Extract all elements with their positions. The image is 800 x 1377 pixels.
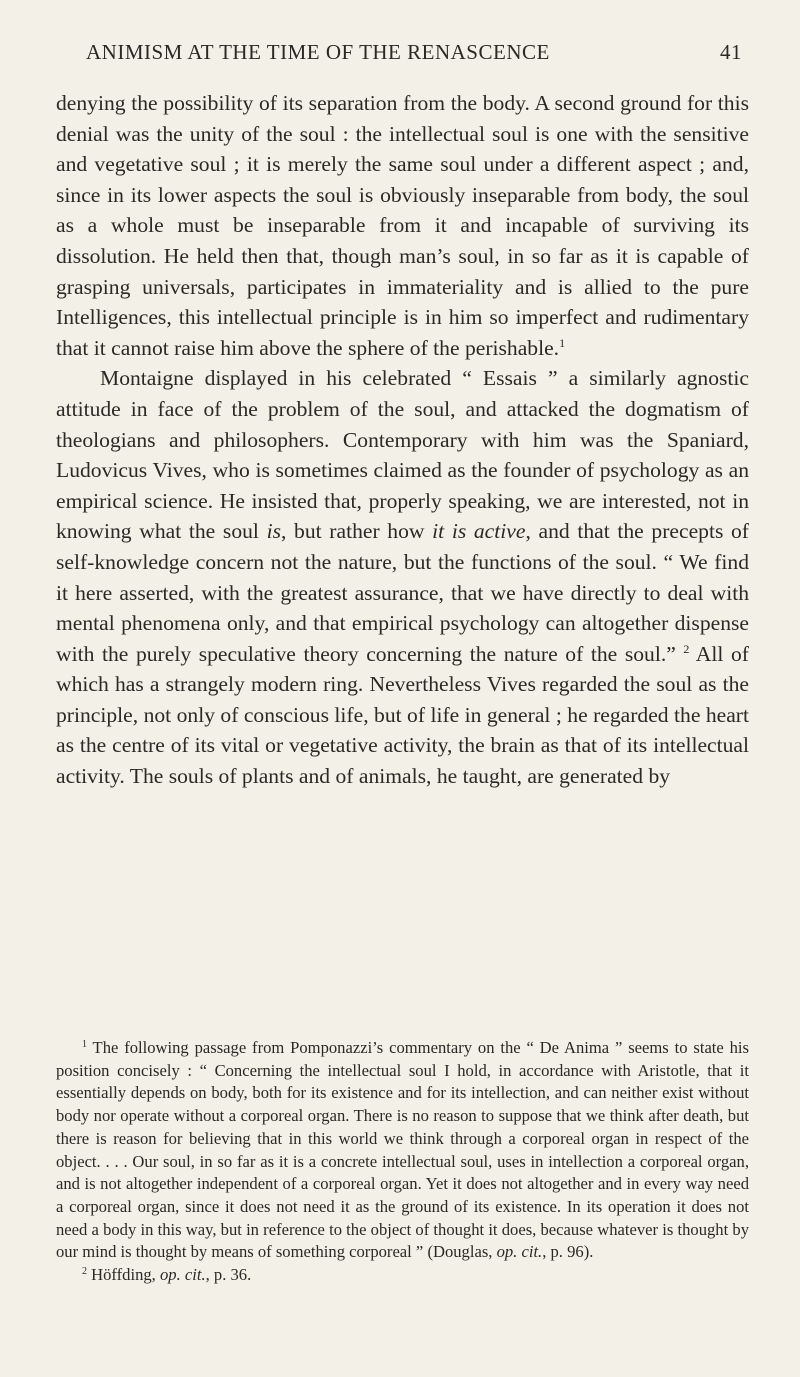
paragraph-1 <box>56 88 749 363</box>
running-head <box>56 40 742 70</box>
footnote-1 <box>56 1037 749 1264</box>
page-number: 41 <box>720 40 742 64</box>
running-head-title: ANIMISM AT THE TIME OF THE RENASCENCE <box>86 40 550 64</box>
paragraph-2-text-a: Montaigne displayed in his celebrated “ Essais ” a similarly agnostic attitude in face of the problem of the soul, and attacked the dogmatism of theologians and philosophers. Contemporary with him was the Spaniard, Ludovicus Vives, who is sometimes claimed as the founder of psychology as an empirical science. He insisted that, properly speaking, we are interested, not in knowing what the soul <box>56 366 749 544</box>
footnote-1-text-b: , p. 96). <box>542 1242 594 1262</box>
paragraph-2-text-b: , but rather how <box>280 519 433 544</box>
paragraph-1-text: denying the possibility of its separation from the body. A second ground for this denial was the unity of the soul : the intellectual soul is one with the sensitive and vegetative soul ; it is merely the same soul under a different aspect ; and, since in its lower aspects the soul is obviously inseparable from body, the soul as a whole must be inseparable from it and incapable of surviving its dissolution. He held then that, though man’s soul, in so far as it is capable of grasping universals, participates in immateriality and is allied to the pure Intelligences, this intellectual principle is in him so imperfect and rudimentary that it cannot raise him above the sphere of the perishable. <box>56 91 749 360</box>
footnote-ref-1: 1 <box>559 335 566 350</box>
footnote-2-citation: op. cit. <box>159 1265 206 1285</box>
footnote-ref-2: 2 <box>683 641 690 656</box>
paragraph-2 <box>56 363 749 791</box>
paragraph-2-text-d: All of which has a strangely modern ring. Nevertheless Vives regarded the soul as the principle, not only of conscious life, but of life in general ; he regarded the heart as the centre of its vital or vegetative activity, the brain as that of its intellectual activity. The souls of plants and of animals, he taught, are generated by <box>56 641 749 789</box>
paragraph-2-text-c: , and that the precepts of self-knowledge concern not the nature, but the functions of the soul. “ We find it here asserted, with the greatest assurance, that we have directly to deal with mental phenomena only, and that empirical psychology can altogether dispense with the purely speculative theory concerning the nature of the soul.” <box>56 519 750 666</box>
footnote-1-citation: op. cit. <box>496 1242 543 1262</box>
footnote-2-marker: 2 <box>82 1266 87 1278</box>
main-text <box>56 88 749 792</box>
footnote-2-text-a: Höffding, <box>87 1265 160 1285</box>
footnotes <box>56 1037 749 1287</box>
footnote-1-text-a: The following passage from Pomponazzi’s commentary on the “ De Anima ” seems to state his position concisely : “ Concerning the intellectual soul I hold, in accordance with Aristotle, that it essentially depends on body, both for its existence and for its intellection, and can neither exist without body nor operate without a corporeal organ. There is no reason to suppose that we think after death, but there is reason for believing that in this world we think through a corporeal organ in respect of the object. . . . Our soul, in so far as it is a concrete intellectual soul, uses in intellection a corporeal organ, and is not altogether independent of a corporeal organ. Yet it does not altogether and in every way need a corporeal organ, since it does not need it as the ground of its existence. In its operation it does not need a body in this way, but in reference to the object of thought it does, because whatever is thought by our mind is thought by means of something corporeal ” (Douglas, <box>56 1038 749 1262</box>
footnote-1-marker: 1 <box>82 1039 87 1050</box>
footnote-2-text-b: , p. 36. <box>205 1265 252 1285</box>
footnote-2 <box>56 1264 749 1287</box>
italic-it-is-active: it is active <box>432 519 526 544</box>
italic-is: is <box>266 519 281 544</box>
